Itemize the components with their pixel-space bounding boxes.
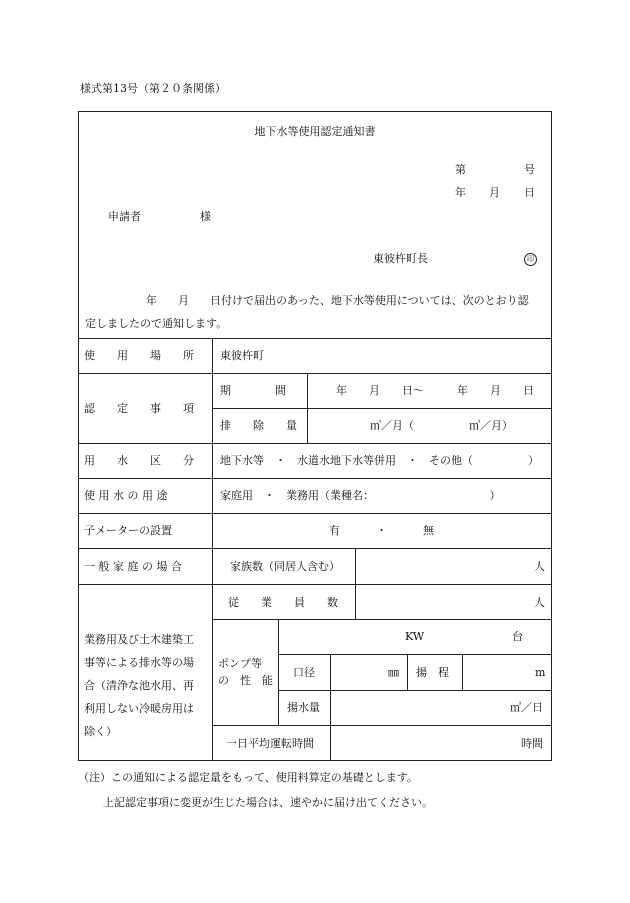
intro-line1: 日付けで届出のあった、地下水等使用については、次のとおり認 — [210, 294, 529, 307]
location-label: 使 用 場 所 — [84, 349, 194, 362]
period-value: 年 月 日～ 年 月 日 — [336, 384, 534, 397]
note-1: （注）この通知による認定量をもって、使用料算定の基礎とします。 — [78, 771, 418, 784]
operation-label: 一日平均運転時間 — [226, 737, 314, 750]
submeter-no: 無 — [423, 524, 434, 537]
date-month: 月 — [489, 186, 500, 199]
period-label: 期 間 — [220, 384, 286, 397]
submeter-label: 子メーターの設置 — [84, 524, 172, 537]
bore-label: 口径 — [293, 666, 315, 679]
note-2: 上記認定事項に変更が生じた場合は、速やかに届け出てください。 — [103, 796, 433, 809]
number-prefix: 第 — [455, 163, 466, 176]
seal-icon: 印 — [524, 251, 537, 266]
discharge-value: ㎥／月（ ㎥／月） — [370, 419, 513, 432]
household-label: 一 般 家 庭 の 場 合 — [84, 560, 182, 573]
intro-month: 月 — [178, 294, 189, 307]
certification-label: 認 定 事 項 — [84, 402, 194, 415]
household-sublabel: 家族数（同居人含む） — [230, 560, 340, 573]
document-title: 地下水等使用認定通知書 — [254, 125, 376, 138]
employees-label: 従 業 員 数 — [228, 596, 338, 609]
form-number: 様式第13号（第２０条関係） — [80, 82, 226, 95]
kw-unit: KW — [405, 630, 425, 643]
household-unit: 人 — [534, 560, 545, 573]
submeter-dot: ・ — [376, 524, 387, 537]
date-year: 年 — [455, 186, 466, 199]
intro-line2: 定しましたので通知します。 — [85, 317, 228, 330]
water-category-value: 地下水等 ・ 水道水地下水等併用 ・ その他（ ） — [220, 454, 539, 467]
pumping-label: 揚水量 — [287, 701, 320, 714]
location-value: 東彼杵町 — [220, 349, 264, 362]
discharge-label: 排 除 量 — [220, 419, 297, 432]
submeter-yes: 有 — [329, 524, 340, 537]
pump-label: ポンプ等 の 性 能 — [218, 657, 273, 687]
employees-unit: 人 — [534, 596, 545, 609]
intro-year: 年 — [146, 294, 157, 307]
applicant-label: 申請者 — [108, 210, 141, 223]
water-use-value: 家庭用 ・ 業務用（業種名： ） — [220, 489, 501, 502]
head-unit: m — [535, 666, 546, 679]
operation-unit: 時間 — [521, 737, 543, 750]
issuer: 東彼杵町長 — [373, 252, 428, 265]
bore-unit: ㎜ — [388, 666, 399, 679]
business-label: 業務用及び土木建築工 事等による排水等の場 合（清浄な池水用、再 利用しない冷暖房用は 除く） — [84, 633, 194, 738]
water-category-label: 用 水 区 分 — [84, 454, 194, 467]
water-use-label: 使 用 水 の 用 途 — [84, 489, 168, 502]
count-unit: 台 — [512, 630, 523, 643]
number-suffix: 号 — [524, 163, 535, 176]
head-label: 揚 程 — [416, 666, 449, 679]
date-day: 日 — [524, 186, 535, 199]
honorific: 様 — [200, 210, 211, 223]
pumping-unit: ㎥／日 — [510, 701, 543, 714]
